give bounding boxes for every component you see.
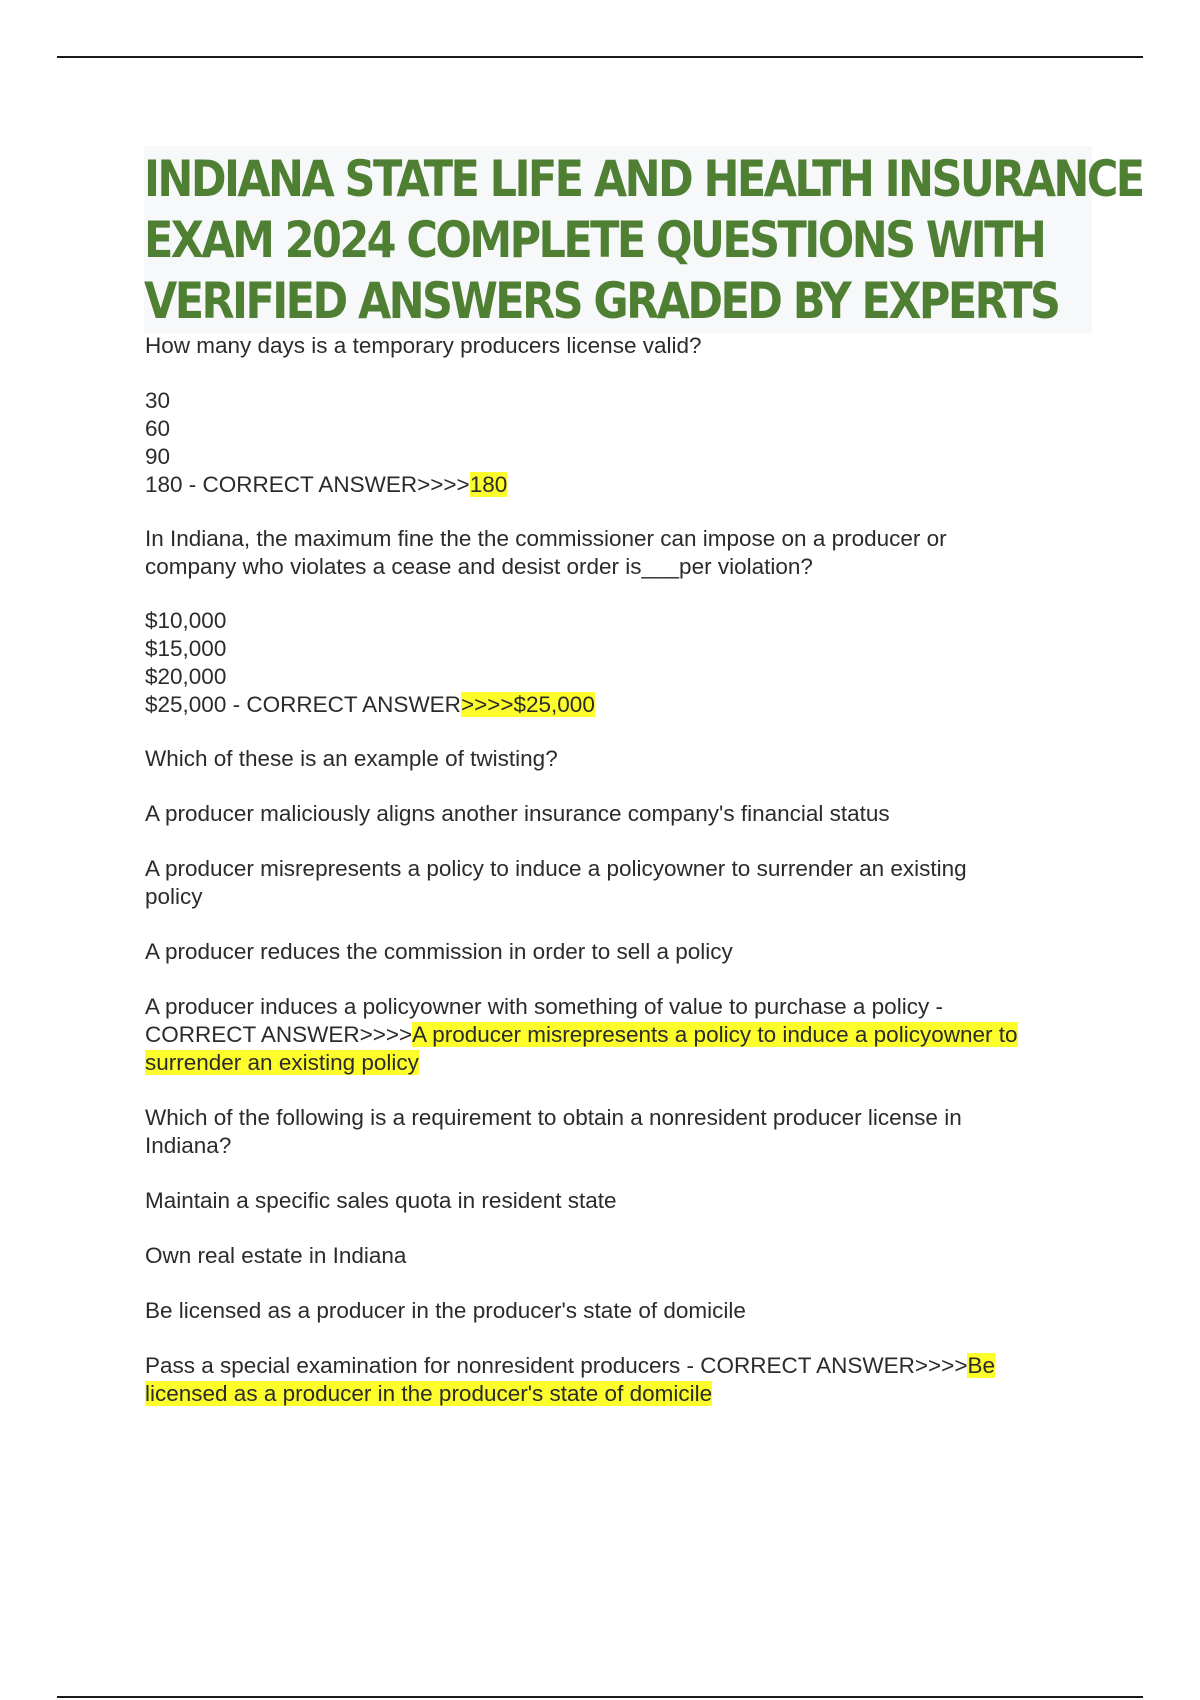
document-title (144, 146, 1143, 332)
answer-option: $15,000 (145, 636, 227, 661)
question-text-continued: Indiana? (145, 1133, 232, 1158)
correct-answer-highlight: >>>>$25,000 (460, 692, 595, 717)
answer-option: A producer reduces the commission in order to sell a policy (145, 939, 733, 964)
question-block-3 (145, 745, 1095, 1077)
answer-option: $10,000 (145, 608, 227, 633)
question-text: In Indiana, the maximum fine the the commissioner can impose on a producer or (145, 526, 947, 551)
question-block-1 (145, 332, 1095, 499)
correct-answer-highlight: surrender an existing policy (145, 1050, 419, 1075)
question-text: Which of the following is a requirement to obtain a nonresident producer license in (145, 1105, 962, 1130)
correct-answer-highlight: Be (967, 1353, 995, 1378)
correct-answer-line (145, 1352, 1095, 1380)
answer-option: A producer misrepresents a policy to induce a policyowner to surrender an existing (145, 856, 967, 881)
correct-answer-line (145, 471, 1095, 499)
correct-answer-line-continued (145, 1049, 1095, 1077)
answer-option: A producer maliciously aligns another insurance company's financial status (145, 801, 890, 826)
question-block-2 (145, 525, 1095, 719)
answer-option: Own real estate in Indiana (145, 1243, 407, 1268)
title-line-3: VERIFIED ANSWERS GRADED BY EXPERTS (144, 272, 1059, 330)
correct-answer-line (145, 1021, 1095, 1049)
correct-answer-label: Pass a special examination for nonresident producers - CORRECT ANSWER>>>> (145, 1353, 968, 1378)
correct-answer-line-continued (145, 1380, 1095, 1408)
answer-option: A producer induces a policyowner with something of value to purchase a policy - (145, 994, 943, 1019)
questions-body (145, 332, 1095, 1408)
question-text: Which of these is an example of twisting? (145, 746, 558, 771)
question-block-4 (145, 1104, 1095, 1408)
answer-option: 60 (145, 416, 171, 441)
answer-option: 90 (145, 444, 171, 469)
answer-option-continued: policy (145, 884, 203, 909)
answer-option: Be licensed as a producer in the producer's state of domicile (145, 1298, 746, 1323)
correct-answer-label: 180 - CORRECT ANSWER>>>> (145, 472, 470, 497)
question-text-continued: company who violates a cease and desist order is___per violation? (145, 554, 813, 579)
correct-answer-label: CORRECT ANSWER>>>> (145, 1022, 413, 1047)
answer-option: $20,000 (145, 664, 227, 689)
top-rule (57, 56, 1143, 58)
correct-answer-label: $25,000 - CORRECT ANSWER (145, 692, 461, 717)
answer-option: Maintain a specific sales quota in resident state (145, 1188, 617, 1213)
bottom-rule (57, 1696, 1143, 1698)
title-line-1: INDIANA STATE LIFE AND HEALTH INSURANCE (144, 150, 1143, 208)
title-line-2: EXAM 2024 COMPLETE QUESTIONS WITH (144, 211, 1045, 269)
correct-answer-highlight: licensed as a producer in the producer's state of domicile (145, 1381, 713, 1406)
title-block (144, 146, 1143, 333)
answer-option: 30 (145, 388, 171, 413)
correct-answer-highlight: A producer misrepresents a policy to induce a policyowner to (412, 1022, 1018, 1047)
correct-answer-line (145, 691, 1095, 719)
correct-answer-highlight: 180 (469, 472, 508, 497)
question-text: How many days is a temporary producers license valid? (145, 333, 702, 358)
